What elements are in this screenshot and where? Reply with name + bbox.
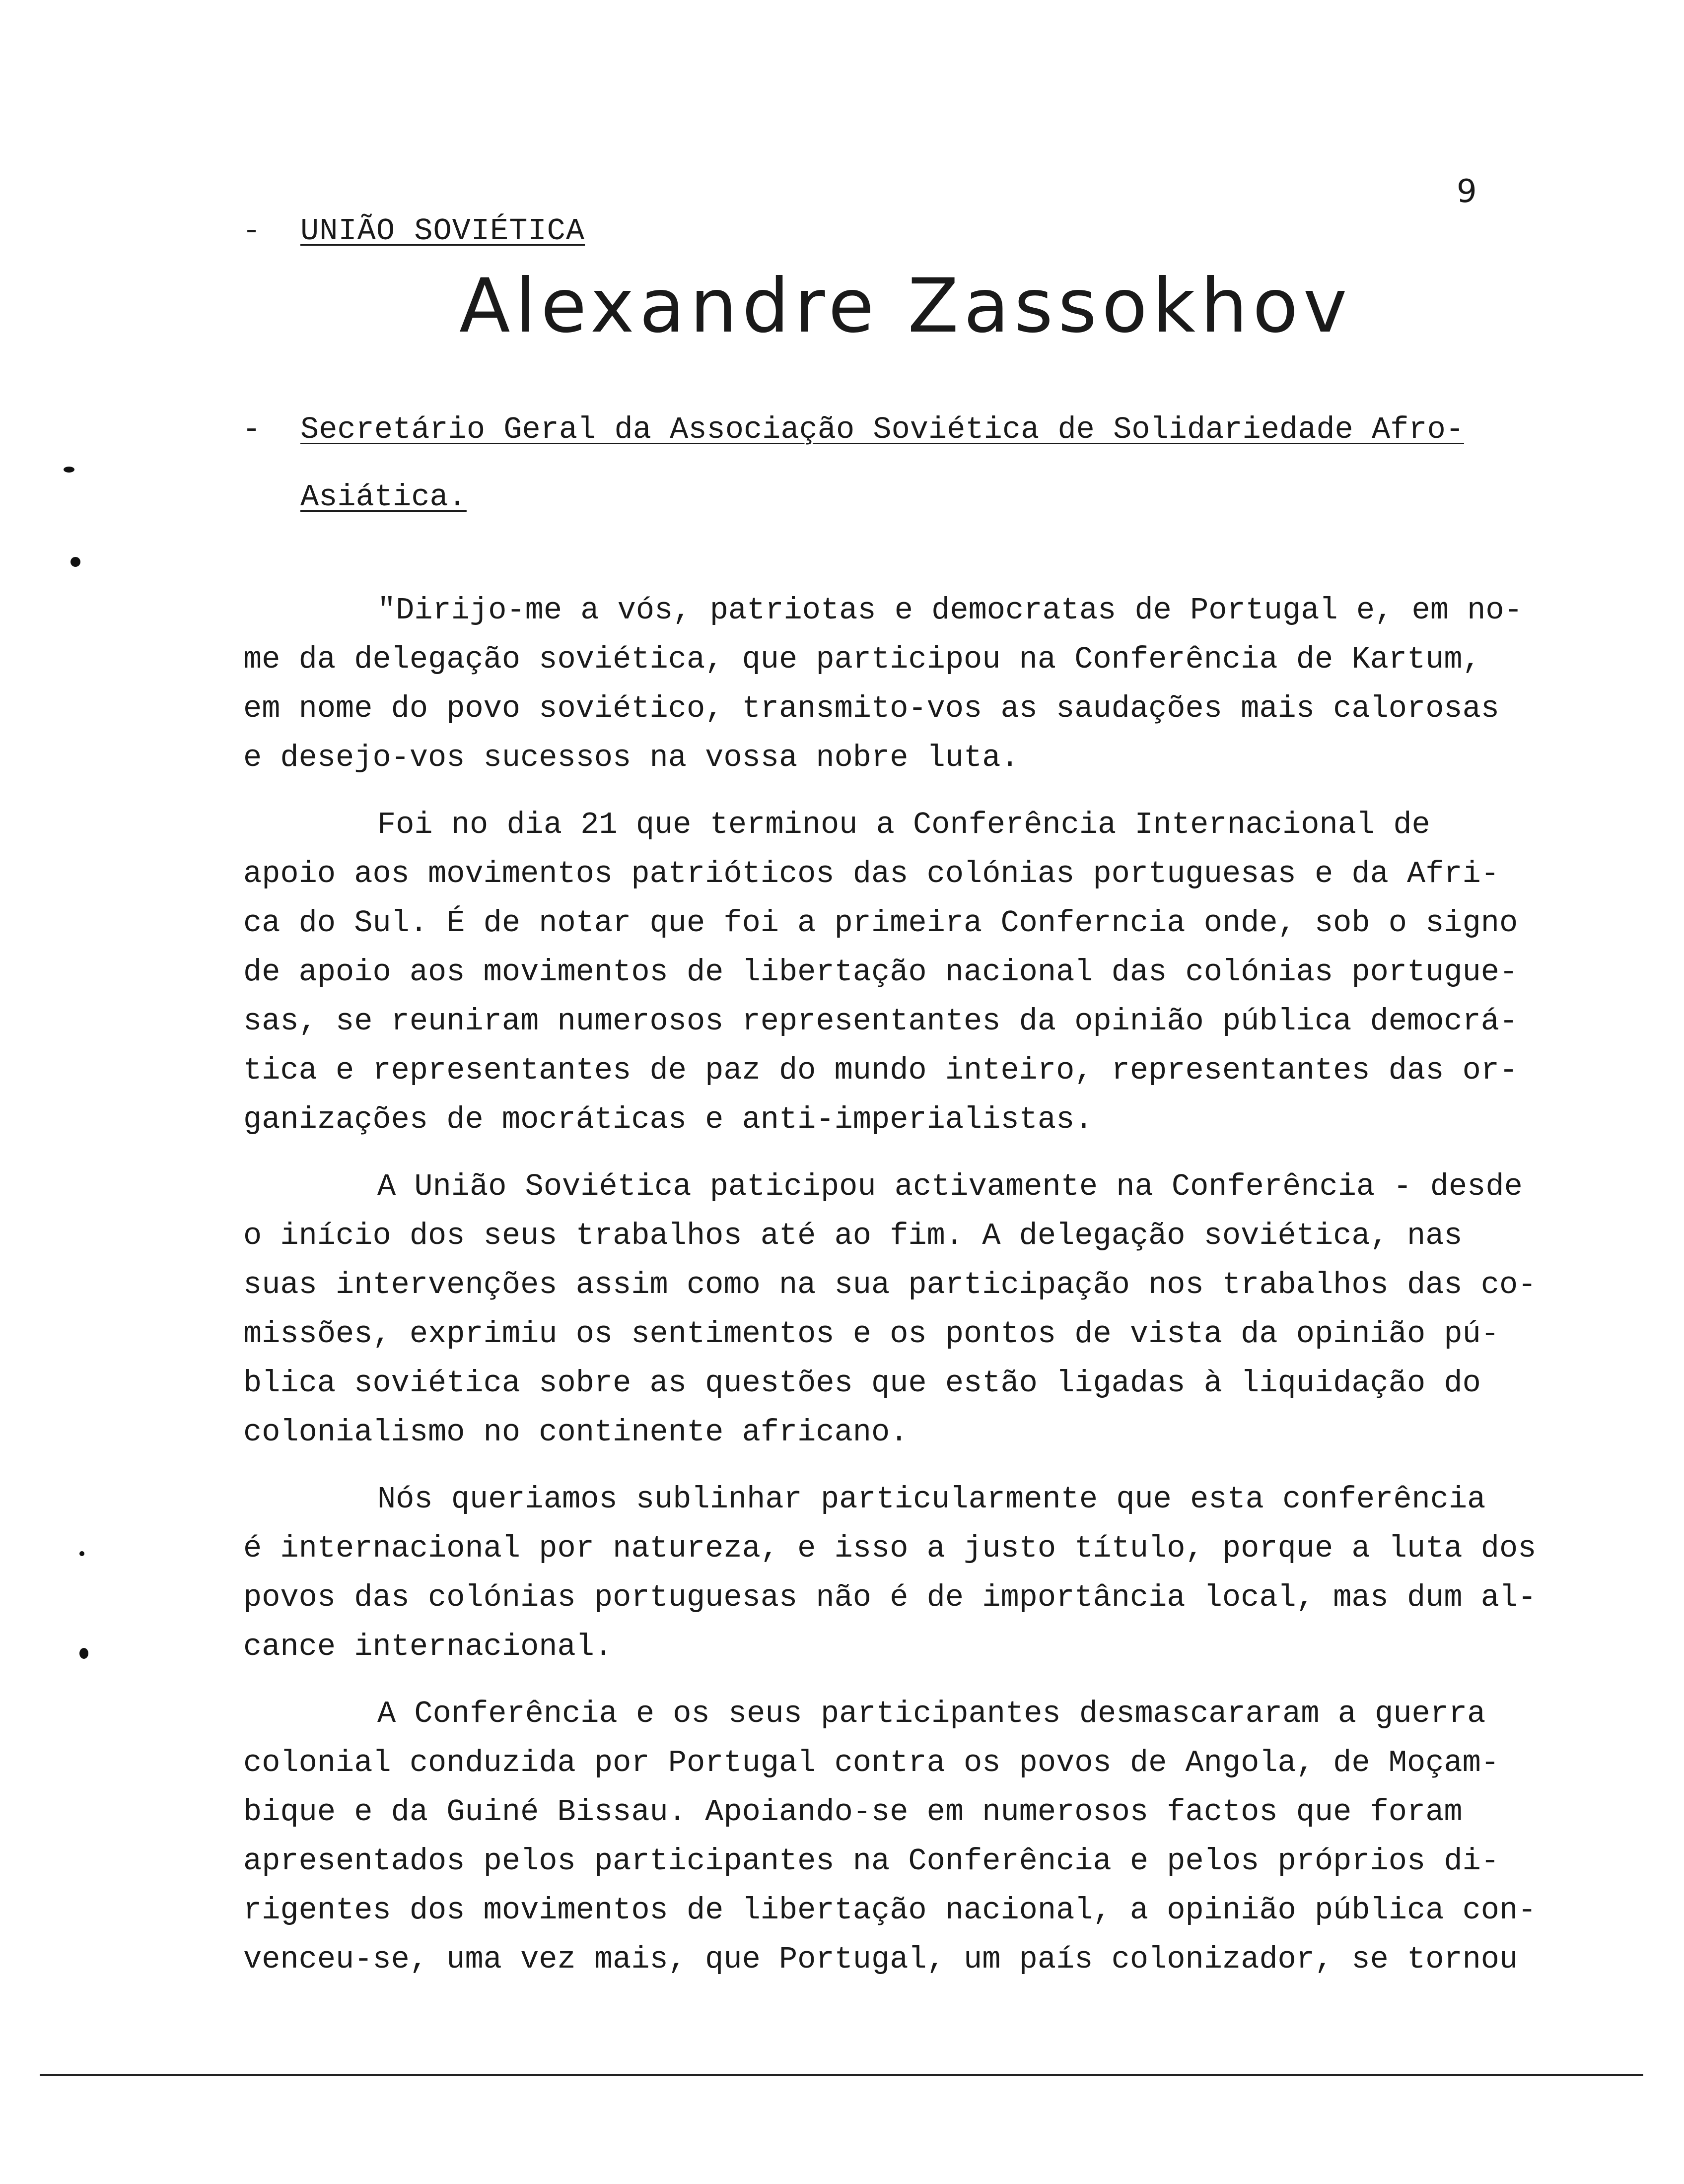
- text-line: povos das colónias portuguesas não é de importância local, mas dum al-: [243, 1580, 1537, 1615]
- text-line: apoio aos movimentos patrióticos das colónias portuguesas e da Afri-: [243, 856, 1500, 891]
- text-line: A União Soviética pаticipou activamente na Conferência - desde: [377, 1169, 1523, 1204]
- text-line: colonialismo no continente africano.: [243, 1415, 909, 1450]
- text-line: blica soviética sobre as questões que estão ligadas à liquidação do: [243, 1365, 1481, 1401]
- text-line: ganizações de mocráticas e anti-imperialistas.: [243, 1102, 1093, 1137]
- text-line: é internacional por natureza, e isso a justo título, porque a luta dos: [243, 1531, 1537, 1566]
- speech-body: [243, 586, 1614, 2002]
- header-dash: -: [242, 213, 261, 249]
- speaker-name: Alexandre Zassokhov: [459, 263, 1352, 349]
- text-line: apresentados pelos participantes na Conferência e pelos próprios di-: [243, 1843, 1500, 1879]
- text-line: e desejo-vos sucessos na vossa nobre luta.: [243, 740, 1019, 775]
- text-line: colonial conduzida por Portugal contra os povos de Angola, de Moçam-: [243, 1745, 1500, 1780]
- page-number: 9: [1457, 173, 1477, 210]
- text-line: cance internacional.: [243, 1629, 613, 1664]
- paragraph: [243, 1689, 1614, 1984]
- text-line: venceu-se, uma vez mais, que Portugal, um país colonizador, se tornou: [243, 1942, 1518, 1977]
- scan-speck: [79, 1551, 84, 1556]
- text-line: Nós queriamos sublinhar particularmente que esta conferência: [377, 1482, 1486, 1517]
- text-line: Foi no dia 21 que terminou a Conferência Internacional de: [377, 807, 1430, 842]
- text-line: bique e da Guiné Bissau. Apoiando-se em numerosos factos que foram: [243, 1794, 1463, 1830]
- text-line: de apoio aos movimentos de libertação nacional das colónias portugue-: [243, 955, 1518, 990]
- text-line: "Dirijo-me a vós, patriotas e democratas de Portugal e, em no-: [377, 593, 1523, 628]
- text-line: sas, se reuniram numerosos representantes da opinião pública democrá-: [243, 1004, 1518, 1039]
- paragraph: [243, 1162, 1614, 1457]
- bottom-rule: [40, 2074, 1643, 2076]
- speaker-role-line-2: Asiática.: [300, 479, 467, 515]
- text-line: tica e representantes de paz do mundo inteiro, representantes das or-: [243, 1053, 1518, 1088]
- country-label: UNIÃO SOVIÉTICA: [300, 213, 585, 249]
- scan-speck: [79, 1648, 88, 1659]
- text-line: rigentes dos movimentos de libertação nacional, a opinião pública con-: [243, 1893, 1537, 1928]
- text-line: me da delegação soviética, que participou na Conferência de Kartum,: [243, 642, 1481, 677]
- text-line: A Conferência e os seus participantes desmascararam a guerra: [377, 1696, 1486, 1731]
- scan-speck: [70, 557, 80, 567]
- paragraph: [243, 1475, 1614, 1671]
- text-line: o início dos seus trabalhos até ao fim. A delegação soviética, nas: [243, 1218, 1463, 1253]
- paragraph: [243, 800, 1614, 1144]
- text-line: em nome do povo soviético, transmito-vos as saudações mais calorosas: [243, 691, 1500, 726]
- speaker-role-line-1: Secretário Geral da Associação Soviética de Solidariedade Afro-: [300, 412, 1464, 447]
- scan-speck: [64, 467, 74, 473]
- country-heading: [300, 213, 585, 249]
- text-line: suas intervenções assim como na sua participação nos trabalhos das co-: [243, 1267, 1537, 1302]
- text-line: missões, exprimiu os sentimentos e os pontos de vista da opinião pú-: [243, 1316, 1500, 1352]
- role-dash: -: [242, 412, 261, 447]
- paragraph: [243, 586, 1614, 782]
- text-line: ca do Sul. É de notar que foi a primeira Conferncia onde, sob o signo: [243, 905, 1518, 941]
